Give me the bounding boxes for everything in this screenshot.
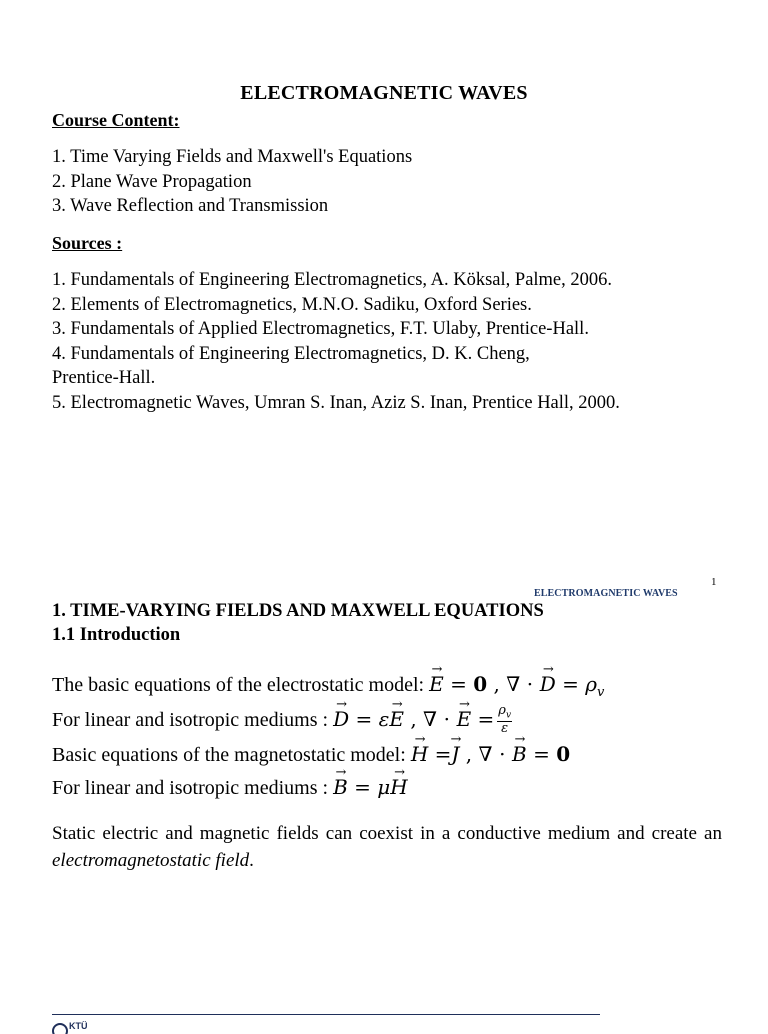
section-heading: 1. TIME-VARYING FIELDS AND MAXWELL EQUATIONS: [52, 601, 544, 621]
sources-list: [52, 268, 620, 416]
running-header: ELECTROMAGNETIC WAVES: [534, 588, 678, 599]
magnetostatic-equation-line: [52, 742, 570, 767]
list-item: 1. Fundamentals of Engineering Electromagnetics, A. Köksal, Palme, 2006.: [52, 270, 613, 290]
paragraph-end: .: [249, 850, 254, 871]
equation-label: For linear and isotropic mediums :: [52, 708, 329, 731]
electric-constitutive-equations: → D = ε→ E , ∇ ⋅ → E = $\frac{\rho_v}{\varepsilon}$: [333, 707, 512, 731]
list-item: 3. Wave Reflection and Transmission: [52, 196, 329, 217]
list-item: 5. Electromagnetic Waves, Umran S. Inan, Aziz S. Inan, Prentice Hall, 2000.: [52, 392, 620, 413]
list-item: 2. Elements of Electromagnetics, M.N.O. Sadiku, Oxford Series.: [52, 294, 532, 315]
linear-isotropic-electric-line: [52, 704, 512, 737]
course-content-heading: Course Content:: [52, 110, 180, 130]
equation-label: The basic equations of the electrostatic model:: [52, 674, 425, 696]
sources-heading: Sources :: [52, 233, 123, 253]
electrostatic-equation-line: [52, 672, 604, 700]
subsection-heading: 1.1 Introduction: [52, 625, 181, 645]
ktu-logo-icon: [52, 1021, 112, 1029]
list-item: 3. Fundamentals of Applied Electromagnetics, F.T. Ulaby, Prentice-Hall.: [52, 319, 589, 340]
svg-text:KTÜ: KTÜ: [69, 1021, 88, 1031]
magnetic-constitutive-equation: → B = μ→ H: [333, 775, 408, 799]
equation-label: Basic equations of the magnetostatic model:: [52, 744, 406, 766]
document-title: ELECTROMAGNETIC WAVES: [240, 82, 528, 104]
footer-divider: [52, 1014, 600, 1015]
list-item: 1. Time Varying Fields and Maxwell's Equations: [52, 147, 413, 167]
page-number: 1: [711, 576, 717, 588]
equation-label: For linear and isotropic mediums :: [52, 777, 329, 799]
university-logo: [52, 1016, 112, 1031]
linear-isotropic-magnetic-line: [52, 775, 408, 800]
course-content-list: [52, 145, 412, 219]
emphasis-term: electromagnetostatic field: [52, 850, 250, 871]
electrostatic-equations: → E = 0 , ∇ ⋅ → $D = \rho_v$: [429, 672, 604, 696]
static-fields-paragraph: [52, 820, 722, 874]
list-item: 4. Fundamentals of Engineering Electromagnetics, D. K. Cheng,: [52, 343, 530, 364]
paragraph-text: Static electric and magnetic fields can coexist in a conductive medium and create an: [52, 823, 722, 844]
list-item-continuation: Prentice-Hall.: [52, 368, 156, 389]
list-item: 2. Plane Wave Propagation: [52, 171, 252, 192]
magnetostatic-equations: → H =→ J , ∇ ⋅ → B = 0: [411, 742, 570, 766]
